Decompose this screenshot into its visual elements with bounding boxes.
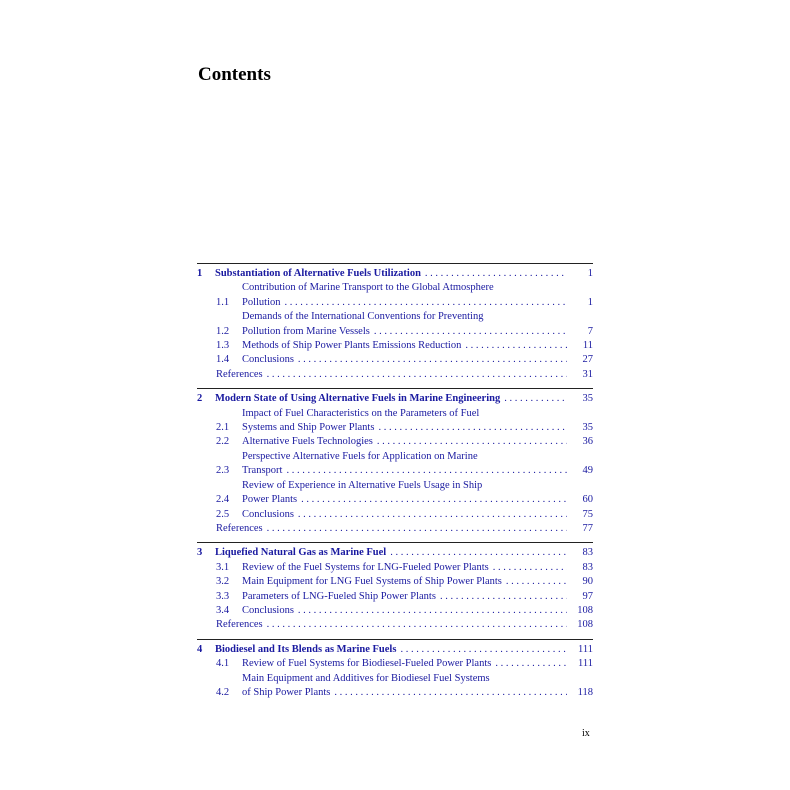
leader-dots <box>374 325 567 339</box>
section-title-line1: Main Equipment and Additives for Biodiesel Fuel Systems <box>242 672 490 684</box>
section-title-line1: Impact of Fuel Characteristics on the Parameters of Fuel <box>242 407 480 419</box>
section-number: 2.3 <box>216 465 230 477</box>
toc-section-entry[interactable] <box>197 407 593 436</box>
page-number: 36 <box>582 436 593 448</box>
leader-dots <box>378 421 567 435</box>
toc-chapter-entry[interactable] <box>197 546 593 560</box>
toc-section-entry[interactable] <box>197 508 593 522</box>
section-number: 1.1 <box>216 296 230 308</box>
leader-dots <box>506 575 567 589</box>
leader-dots <box>377 435 567 449</box>
section-number: 2.2 <box>216 436 230 448</box>
toc-section-entry[interactable] <box>197 479 593 508</box>
chapter-2 <box>197 388 593 542</box>
page-number: 97 <box>582 590 593 602</box>
toc-section-entry[interactable] <box>197 672 593 701</box>
page-number: 35 <box>582 393 593 405</box>
page-number: 111 <box>578 643 593 655</box>
section-title: Conclusions <box>242 604 294 616</box>
leader-dots <box>334 686 567 700</box>
toc-references-entry[interactable] <box>197 522 593 536</box>
page-number: 1 <box>587 296 593 308</box>
section-title-line2: Pollution <box>242 296 281 308</box>
toc-chapter-entry[interactable] <box>197 392 593 406</box>
section-number: 3.2 <box>216 576 230 588</box>
page-number: 83 <box>582 547 593 559</box>
toc-section-entry[interactable] <box>197 353 593 367</box>
section-title: Parameters of LNG-Fueled Ship Power Plants <box>242 590 436 602</box>
leader-dots <box>390 546 567 560</box>
page-number: 27 <box>582 354 593 366</box>
section-number: 4.1 <box>216 658 230 670</box>
page-title: Contents <box>198 64 271 85</box>
section-number: 4.2 <box>216 686 230 698</box>
page-number: 7 <box>587 325 593 337</box>
section-title-line2: Power Plants <box>242 494 298 506</box>
page-number: 111 <box>578 658 593 670</box>
section-title-line1: Demands of the International Conventions for Preventing <box>242 311 484 323</box>
section-number: 1.4 <box>216 354 230 366</box>
toc-references-entry[interactable] <box>197 618 593 632</box>
section-title-line2: Systems and Ship Power Plants <box>242 422 375 434</box>
section-title-line1: Review of Experience in Alternative Fuels Usage in Ship <box>242 479 483 491</box>
section-title: Methods of Ship Power Plants Emissions Reduction <box>242 340 462 352</box>
leader-dots <box>298 604 567 618</box>
section-title: Conclusions <box>242 354 294 366</box>
references-label: References <box>216 522 263 534</box>
section-title-line2: of Ship Power Plants <box>242 686 331 698</box>
chapter-number: 3 <box>197 547 203 559</box>
leader-dots <box>286 464 567 478</box>
section-title: Main Equipment for LNG Fuel Systems of Ship Power Plants <box>242 576 502 588</box>
toc-chapter-entry[interactable] <box>197 267 593 281</box>
section-number: 3.4 <box>216 604 230 616</box>
toc-section-entry[interactable] <box>197 590 593 604</box>
toc-section-entry[interactable] <box>197 561 593 575</box>
page-number: 49 <box>582 465 593 477</box>
section-title-line1: Contribution of Marine Transport to the Global Atmosphere <box>242 282 494 294</box>
chapter-title: Biodiesel and Its Blends as Marine Fuels <box>215 643 397 655</box>
chapter-1 <box>197 263 593 388</box>
references-label: References <box>216 368 263 380</box>
page-number: 75 <box>582 508 593 520</box>
page-number: 1 <box>587 268 593 279</box>
section-number: 2.5 <box>216 508 230 520</box>
page-number: 35 <box>582 422 593 434</box>
page-number: 83 <box>582 561 593 573</box>
toc-section-entry[interactable] <box>197 450 593 479</box>
section-title: Review of the Fuel Systems for LNG-Fueled Power Plants <box>242 561 489 573</box>
chapter-number: 1 <box>197 268 203 279</box>
page-number: 108 <box>577 604 593 616</box>
leader-dots <box>298 508 567 522</box>
toc-references-entry[interactable] <box>197 368 593 382</box>
section-number: 3.1 <box>216 561 230 573</box>
section-title: Alternative Fuels Technologies <box>242 436 373 448</box>
toc-chapter-entry[interactable] <box>197 643 593 657</box>
section-title-line1: Perspective Alternative Fuels for Application on Marine <box>242 450 478 462</box>
chapter-title: Liquefied Natural Gas as Marine Fuel <box>215 547 387 559</box>
page-number: 11 <box>582 340 593 352</box>
page-number: 108 <box>577 619 593 631</box>
references-label: References <box>216 619 263 631</box>
chapter-number: 2 <box>197 393 203 405</box>
leader-dots <box>493 561 567 575</box>
section-number: 3.3 <box>216 590 230 602</box>
section-title: Review of Fuel Systems for Biodiesel-Fueled Power Plants <box>242 658 492 670</box>
toc-section-entry[interactable] <box>197 281 593 310</box>
section-number: 2.4 <box>216 494 230 506</box>
leader-dots <box>298 353 567 367</box>
leader-dots <box>465 339 567 353</box>
section-number: 2.1 <box>216 422 230 434</box>
leader-dots <box>504 392 567 406</box>
leader-dots <box>400 643 567 657</box>
toc-section-entry[interactable] <box>197 575 593 589</box>
page-folio: ix <box>582 728 590 739</box>
page-number: 60 <box>582 494 593 506</box>
chapter-3 <box>197 542 593 638</box>
leader-dots <box>267 618 567 632</box>
page-number: 77 <box>582 522 593 534</box>
leader-dots <box>495 657 567 671</box>
leader-dots <box>267 522 567 536</box>
chapter-number: 4 <box>197 643 203 655</box>
chapter-title: Substantiation of Alternative Fuels Utilization <box>215 268 421 279</box>
section-number: 1.2 <box>216 325 230 337</box>
table-of-contents <box>197 263 593 706</box>
chapter-title: Modern State of Using Alternative Fuels in Marine Engineering <box>215 393 501 405</box>
section-title: Conclusions <box>242 508 294 520</box>
page-number: 118 <box>577 686 593 698</box>
toc-section-entry[interactable] <box>197 310 593 339</box>
section-title-line2: Transport <box>242 465 283 477</box>
toc-section-entry[interactable] <box>197 657 593 671</box>
leader-dots <box>267 368 567 382</box>
toc-section-entry[interactable] <box>197 435 593 449</box>
leader-dots <box>440 590 567 604</box>
leader-dots <box>425 267 567 281</box>
section-number: 1.3 <box>216 340 230 352</box>
leader-dots <box>285 296 567 310</box>
toc-section-entry[interactable] <box>197 604 593 618</box>
page-number: 31 <box>582 368 593 380</box>
page-number: 90 <box>582 576 593 588</box>
toc-section-entry[interactable] <box>197 339 593 353</box>
chapter-4 <box>197 639 593 707</box>
section-title-line2: Pollution from Marine Vessels <box>242 325 370 337</box>
leader-dots <box>301 493 567 507</box>
